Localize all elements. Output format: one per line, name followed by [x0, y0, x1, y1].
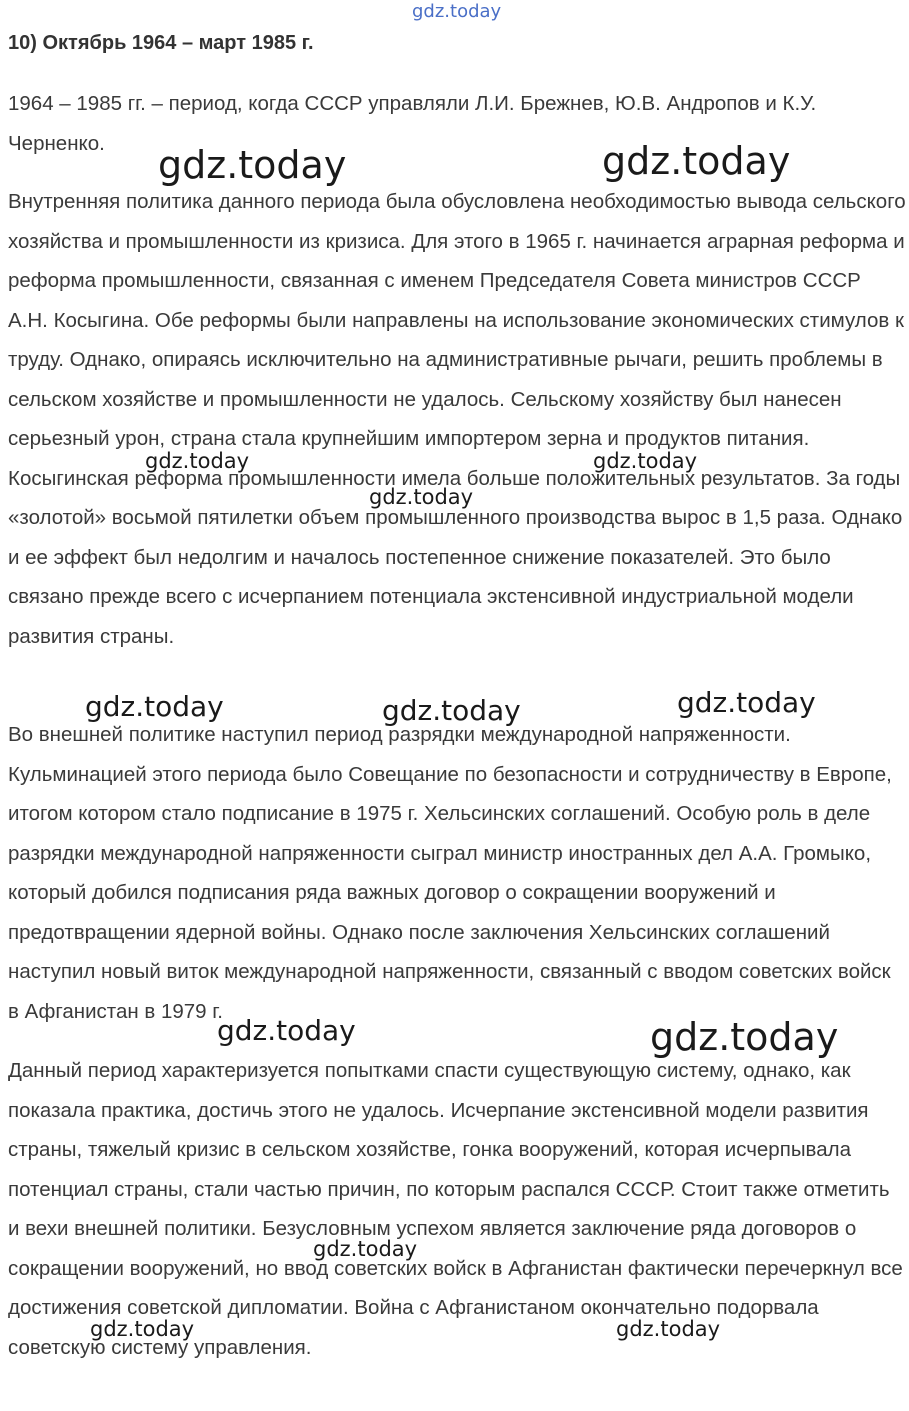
watermark: gdz.today: [382, 694, 521, 727]
watermark-top: gdz.today: [412, 1, 502, 22]
watermark: gdz.today: [313, 1237, 418, 1261]
paragraph-foreign-policy: Во внешней политике наступил период разрядки международной напряженности. Кульминацией этого периода было Совещание по безопасности и сотрудничеству в Европе, итогом котором стало подписание в 1975 г. Хельсинских соглашений. Особую роль в деле разрядки международной напряженности сыграл министр иностранных дел А.А. Громыко, который добился подписания ряда важных договор о сокращении вооружений и предотвращении ядерной войны. Однако после заключения Хельсинских соглашений наступил новый виток международной напряженности, связанный с вводом советских войск в Афганистан в 1979 г.: [8, 723, 892, 1023]
paragraph-intro: 1964 – 1985 гг. – период, когда СССР управляли Л.И. Брежнев, Ю.В. Андропов и К.У. Черненко.: [8, 92, 817, 155]
watermark: gdz.today: [677, 686, 816, 719]
watermark: gdz.today: [217, 1014, 356, 1047]
paragraph-conclusion: Данный период характеризуется попытками спасти существующую систему, однако, как показала практика, достичь этого не удалось. Исчерпание экстенсивной модели развития страны, тяжелый кризис в сельском хозяйстве, гонка вооружений, которая исчерпывала потенциал страны, стали частью причин, по которым распался СССР. Стоит также отметить и вехи внешней политики. Безусловным успехом является заключение ряда договоров о сокращении вооружений, но ввод советских войск в Афганистан фактически перечеркнул все достижения советской дипломатии. Война с Афганистаном окончательно подорвала советскую систему управления.: [8, 1059, 903, 1359]
watermark: gdz.today: [158, 143, 347, 187]
watermark: gdz.today: [85, 690, 224, 723]
page-title: 10) Октябрь 1964 – март 1985 г.: [8, 32, 314, 54]
watermark: gdz.today: [145, 449, 250, 473]
paragraph-domestic-policy: Внутренняя политика данного периода была обусловлена необходимостью вывода сельского хозяйства и промышленности из кризиса. Для этого в 1965 г. начинается аграрная реформа и реформа промышленности, связанная с именем Председателя Совета министров СССР А.Н. Косыгина. Обе реформы были направлены на использование экономических стимулов к труду. Однако, опираясь исключительно на административные рычаги, решить проблемы в сельском хозяйстве и промышленности не удалось. Сельскому хозяйству был нанесен серьезный урон, страна стала крупнейшим импортером зерна и продуктов питания. Косыгинская реформа промышленности имела больше положительных результатов. За годы «золотой» восьмой пятилетки объем промышленного производства вырос в 1,5 раза. Однако и ее эффект был недолгим и началось постепенное снижение показателей. Это было связано прежде всего с исчерпанием потенциала экстенсивной индустриальной модели развития страны.: [8, 190, 906, 648]
watermark: gdz.today: [90, 1317, 195, 1341]
watermark: gdz.today: [602, 139, 791, 183]
watermark: gdz.today: [369, 485, 474, 509]
watermark: gdz.today: [616, 1317, 721, 1341]
watermark: gdz.today: [593, 449, 698, 473]
watermark: gdz.today: [650, 1015, 839, 1059]
